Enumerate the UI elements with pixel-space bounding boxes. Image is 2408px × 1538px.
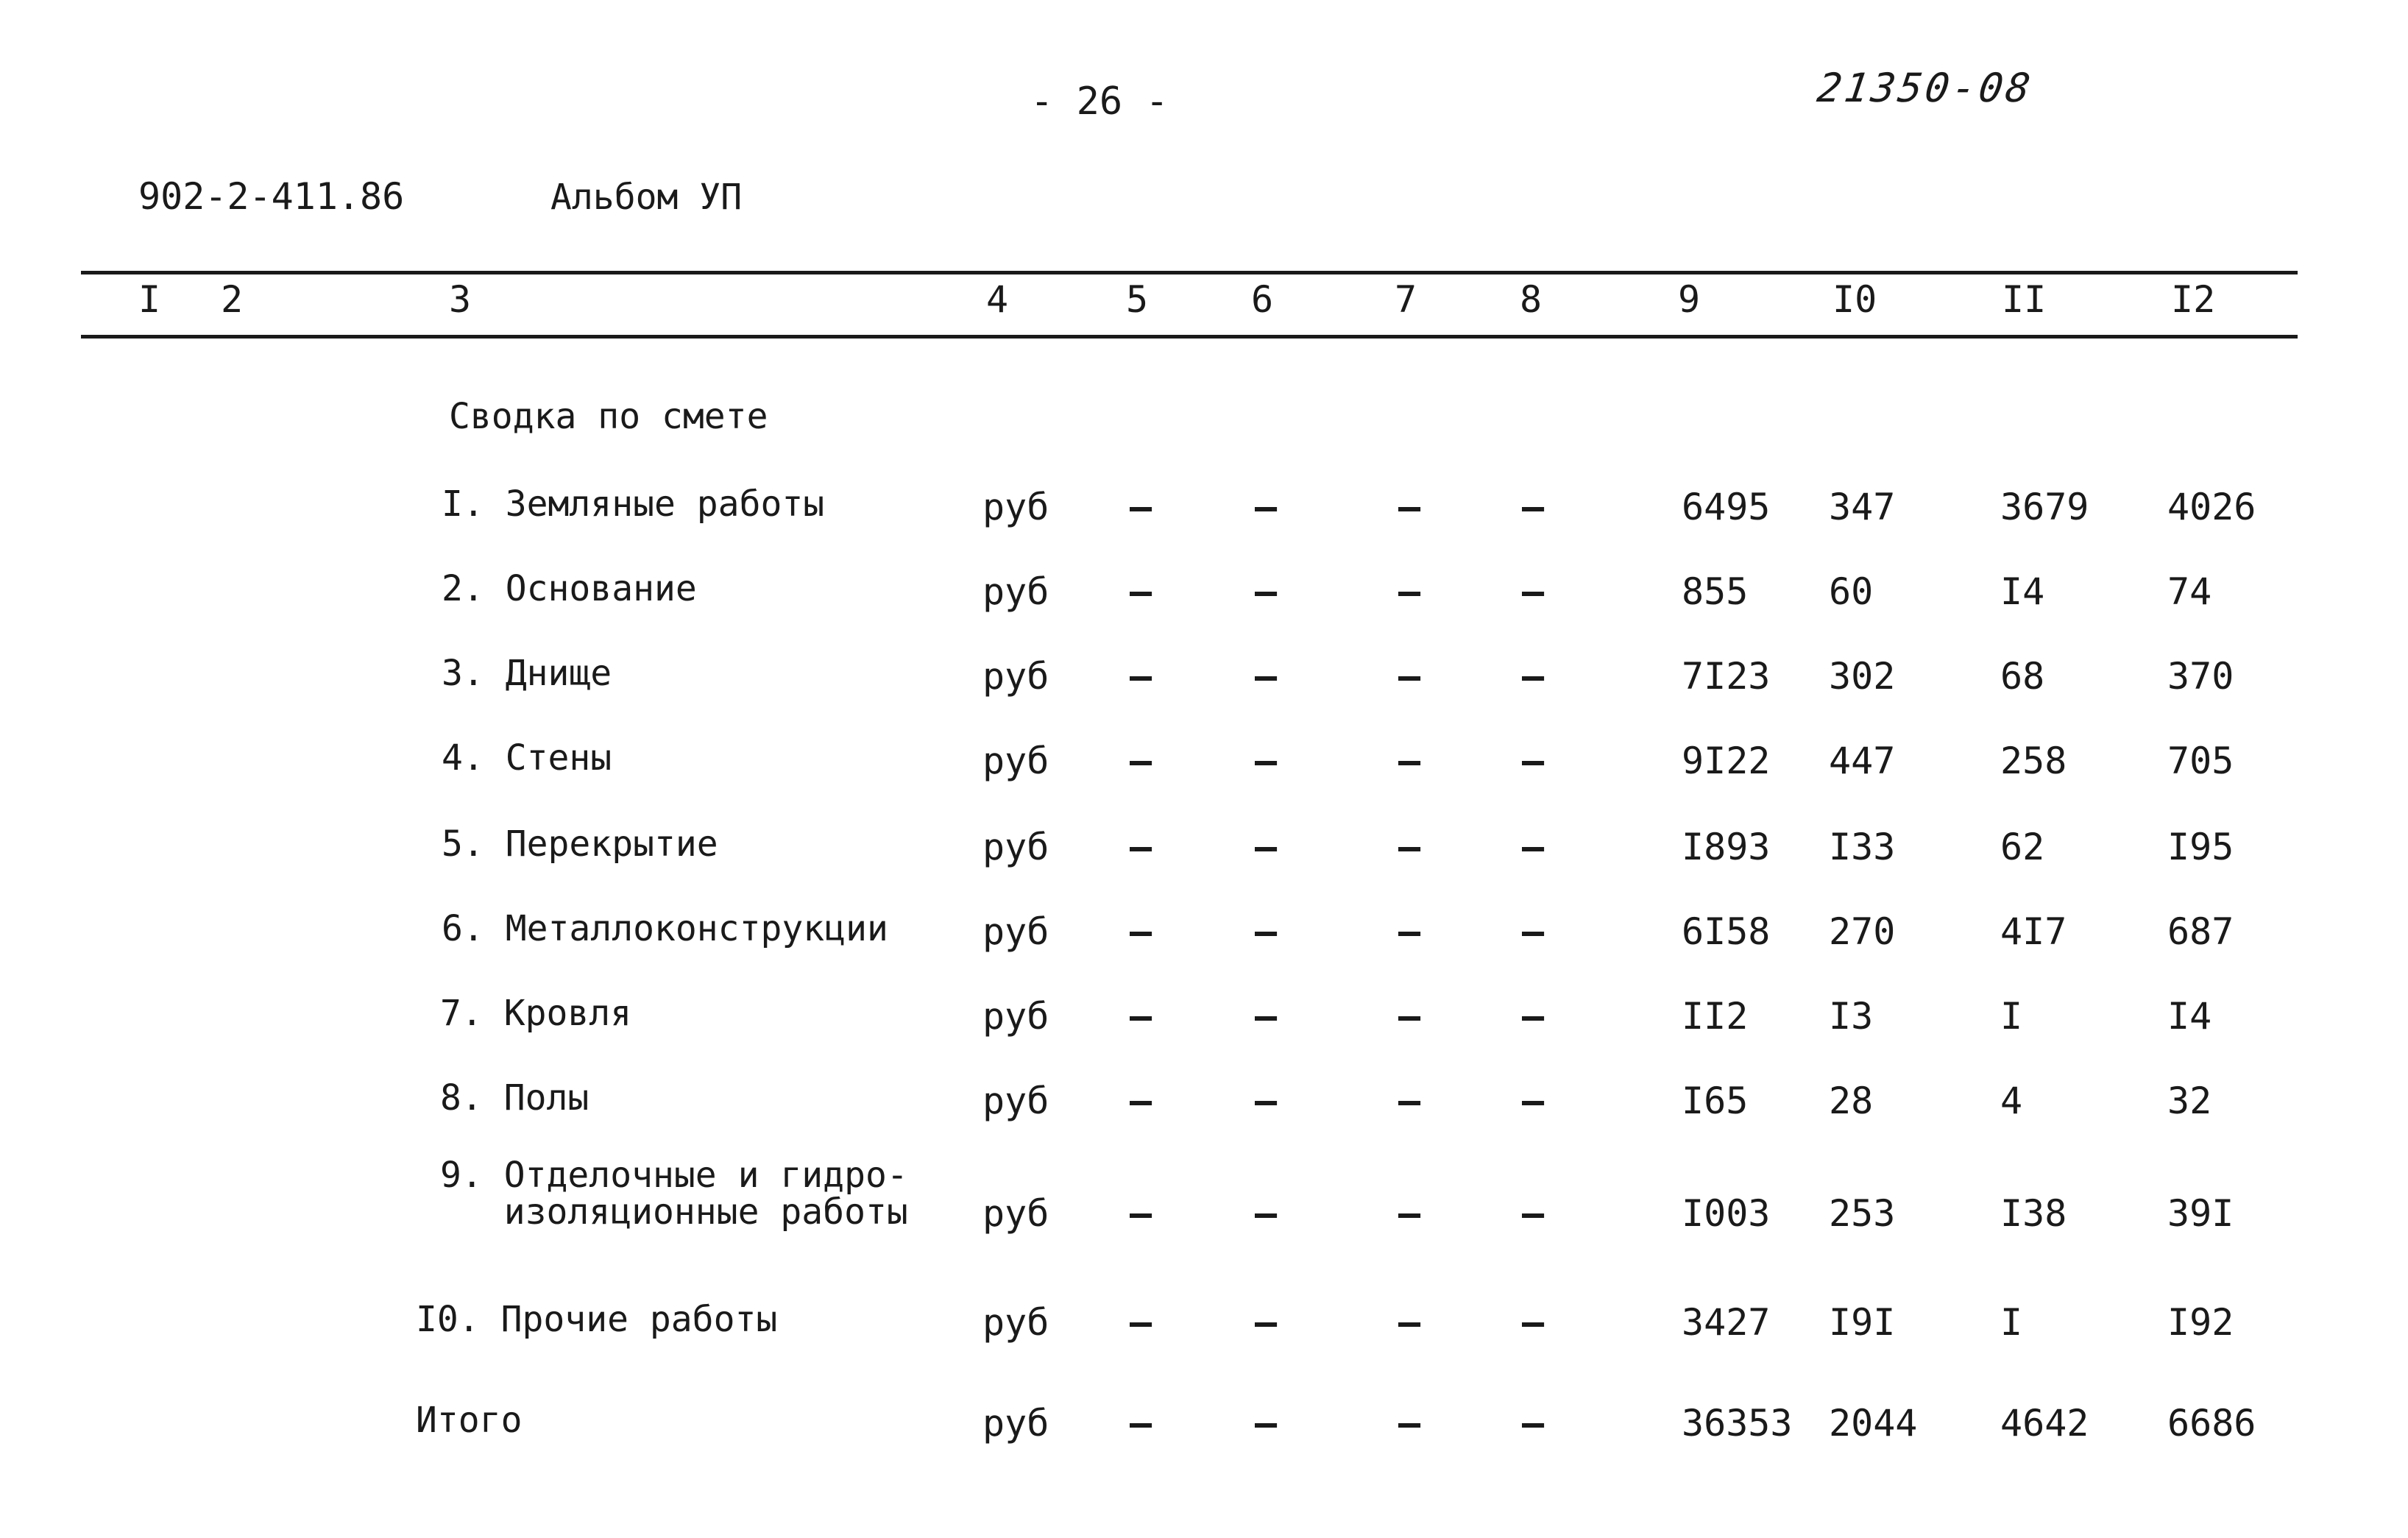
row-cell-c11: I	[2000, 1301, 2023, 1344]
row-cell-c11: I	[2000, 995, 2023, 1038]
row-cell-c7: –	[1398, 995, 1421, 1038]
row-cell-c10: 2044	[1829, 1402, 1918, 1445]
table-top-rule	[81, 271, 2298, 274]
row-cell-c5: –	[1130, 1301, 1152, 1344]
row-cell-c5: –	[1130, 910, 1152, 953]
row-cell-c9: 6I58	[1682, 910, 1771, 953]
row-unit: руб	[982, 995, 1049, 1038]
row-cell-c11: I4	[2000, 570, 2045, 613]
row-unit: руб	[982, 655, 1049, 698]
row-cell-c12: 32	[2167, 1080, 2212, 1122]
row-unit: руб	[982, 740, 1049, 782]
row-unit: руб	[982, 826, 1049, 868]
row-cell-c12: 6686	[2167, 1402, 2256, 1445]
row-name: 6. Металлоконструкции	[442, 908, 888, 949]
row-name: 4. Стены	[442, 737, 612, 779]
row-cell-c9: I65	[1682, 1080, 1749, 1122]
row-cell-c8: –	[1522, 1402, 1545, 1445]
row-cell-c6: –	[1255, 826, 1278, 868]
row-name: 3. Днище	[442, 653, 612, 694]
row-cell-c6: –	[1255, 1402, 1278, 1445]
row-cell-c12: 74	[2167, 570, 2212, 613]
row-cell-c10: 270	[1829, 910, 1896, 953]
album-label: Альбом УП	[550, 177, 743, 218]
row-cell-c11: 3679	[2000, 486, 2089, 528]
row-cell-c11: 4I7	[2000, 910, 2067, 953]
row-cell-c10: 347	[1829, 486, 1896, 528]
row-cell-c12: I92	[2167, 1301, 2234, 1344]
row-cell-c12: 4026	[2167, 486, 2256, 528]
row-cell-c12: I95	[2167, 826, 2234, 868]
row-name: I0. Прочие работы	[416, 1299, 778, 1340]
row-unit: руб	[982, 1402, 1049, 1445]
row-cell-c6: –	[1255, 486, 1278, 528]
row-cell-c5: –	[1130, 486, 1152, 528]
row-cell-c9: 855	[1682, 570, 1749, 613]
row-cell-c8: –	[1522, 570, 1545, 613]
column-number: 9	[1678, 278, 1701, 321]
column-number: 4	[986, 278, 1009, 321]
row-cell-c8: –	[1522, 910, 1545, 953]
row-cell-c6: –	[1255, 655, 1278, 698]
table-header-rule	[81, 335, 2298, 339]
row-cell-c5: –	[1130, 1080, 1152, 1122]
row-unit: руб	[982, 1192, 1049, 1235]
column-number: 5	[1126, 278, 1149, 321]
row-cell-c8: –	[1522, 1192, 1545, 1235]
row-cell-c9: 6495	[1682, 486, 1771, 528]
row-cell-c6: –	[1255, 740, 1278, 782]
row-cell-c10: I3	[1829, 995, 1874, 1038]
column-number: 2	[221, 278, 244, 321]
row-cell-c11: 62	[2000, 826, 2045, 868]
row-name: 8. Полы	[440, 1077, 589, 1119]
row-name: Итого	[416, 1400, 523, 1441]
row-cell-c8: –	[1522, 655, 1545, 698]
row-unit: руб	[982, 486, 1049, 528]
row-cell-c10: 28	[1829, 1080, 1874, 1122]
row-cell-c5: –	[1130, 1192, 1152, 1235]
column-number: I2	[2171, 278, 2216, 321]
page-number: - 26 -	[1030, 79, 1169, 124]
row-cell-c11: 68	[2000, 655, 2045, 698]
column-number: II	[2002, 278, 2047, 321]
row-cell-c9: 36353	[1682, 1402, 1793, 1445]
column-number: 8	[1520, 278, 1543, 321]
row-cell-c11: I38	[2000, 1192, 2067, 1235]
row-cell-c5: –	[1130, 995, 1152, 1038]
row-cell-c9: II2	[1682, 995, 1749, 1038]
row-cell-c6: –	[1255, 1192, 1278, 1235]
row-cell-c7: –	[1398, 1402, 1421, 1445]
table-title: Сводка по смете	[449, 396, 768, 437]
row-cell-c10: 447	[1829, 740, 1896, 782]
row-cell-c9: I003	[1682, 1192, 1771, 1235]
row-cell-c7: –	[1398, 1080, 1421, 1122]
row-unit: руб	[982, 1080, 1049, 1122]
row-cell-c10: I9I	[1829, 1301, 1896, 1344]
row-cell-c6: –	[1255, 1301, 1278, 1344]
row-cell-c11: 4642	[2000, 1402, 2089, 1445]
row-cell-c7: –	[1398, 486, 1421, 528]
row-cell-c5: –	[1130, 740, 1152, 782]
row-cell-c8: –	[1522, 995, 1545, 1038]
row-cell-c12: 39I	[2167, 1192, 2234, 1235]
row-unit: руб	[982, 1301, 1049, 1344]
row-cell-c8: –	[1522, 826, 1545, 868]
row-cell-c6: –	[1255, 910, 1278, 953]
row-unit: руб	[982, 910, 1049, 953]
row-cell-c9: 9I22	[1682, 740, 1771, 782]
row-name: 2. Основание	[442, 568, 697, 609]
row-unit: руб	[982, 570, 1049, 613]
row-cell-c8: –	[1522, 740, 1545, 782]
row-cell-c12: 687	[2167, 910, 2234, 953]
row-cell-c8: –	[1522, 1301, 1545, 1344]
row-cell-c12: I4	[2167, 995, 2212, 1038]
row-cell-c10: 60	[1829, 570, 1874, 613]
row-cell-c6: –	[1255, 570, 1278, 613]
document-code: 902-2-411.86	[138, 175, 405, 218]
row-name: I. Земляные работы	[442, 483, 825, 525]
row-cell-c7: –	[1398, 655, 1421, 698]
row-name: 5. Перекрытие	[442, 823, 718, 865]
row-cell-c10: I33	[1829, 826, 1896, 868]
row-name: 7. Кровля	[440, 993, 632, 1034]
row-cell-c8: –	[1522, 486, 1545, 528]
row-cell-c7: –	[1398, 1192, 1421, 1235]
row-cell-c5: –	[1130, 826, 1152, 868]
row-cell-c7: –	[1398, 910, 1421, 953]
column-number: 3	[449, 278, 472, 321]
column-number: 6	[1251, 278, 1274, 321]
column-number: I0	[1832, 278, 1877, 321]
row-cell-c9: 7I23	[1682, 655, 1771, 698]
row-cell-c11: 258	[2000, 740, 2067, 782]
row-cell-c6: –	[1255, 1080, 1278, 1122]
row-cell-c11: 4	[2000, 1080, 2023, 1122]
column-number: I	[138, 278, 161, 321]
row-cell-c10: 253	[1829, 1192, 1896, 1235]
row-cell-c9: 3427	[1682, 1301, 1771, 1344]
row-cell-c5: –	[1130, 570, 1152, 613]
row-name: 9. Отделочные и гидро- изоляционные работы	[440, 1155, 908, 1233]
row-cell-c8: –	[1522, 1080, 1545, 1122]
row-cell-c7: –	[1398, 740, 1421, 782]
row-cell-c7: –	[1398, 570, 1421, 613]
row-cell-c7: –	[1398, 1301, 1421, 1344]
row-cell-c12: 705	[2167, 740, 2234, 782]
row-cell-c12: 370	[2167, 655, 2234, 698]
row-cell-c5: –	[1130, 1402, 1152, 1445]
row-cell-c9: I893	[1682, 826, 1771, 868]
row-cell-c7: –	[1398, 826, 1421, 868]
row-cell-c5: –	[1130, 655, 1152, 698]
row-cell-c6: –	[1255, 995, 1278, 1038]
document-stamp: 21350-08	[1814, 65, 2036, 111]
column-number: 7	[1395, 278, 1417, 321]
row-cell-c10: 302	[1829, 655, 1896, 698]
